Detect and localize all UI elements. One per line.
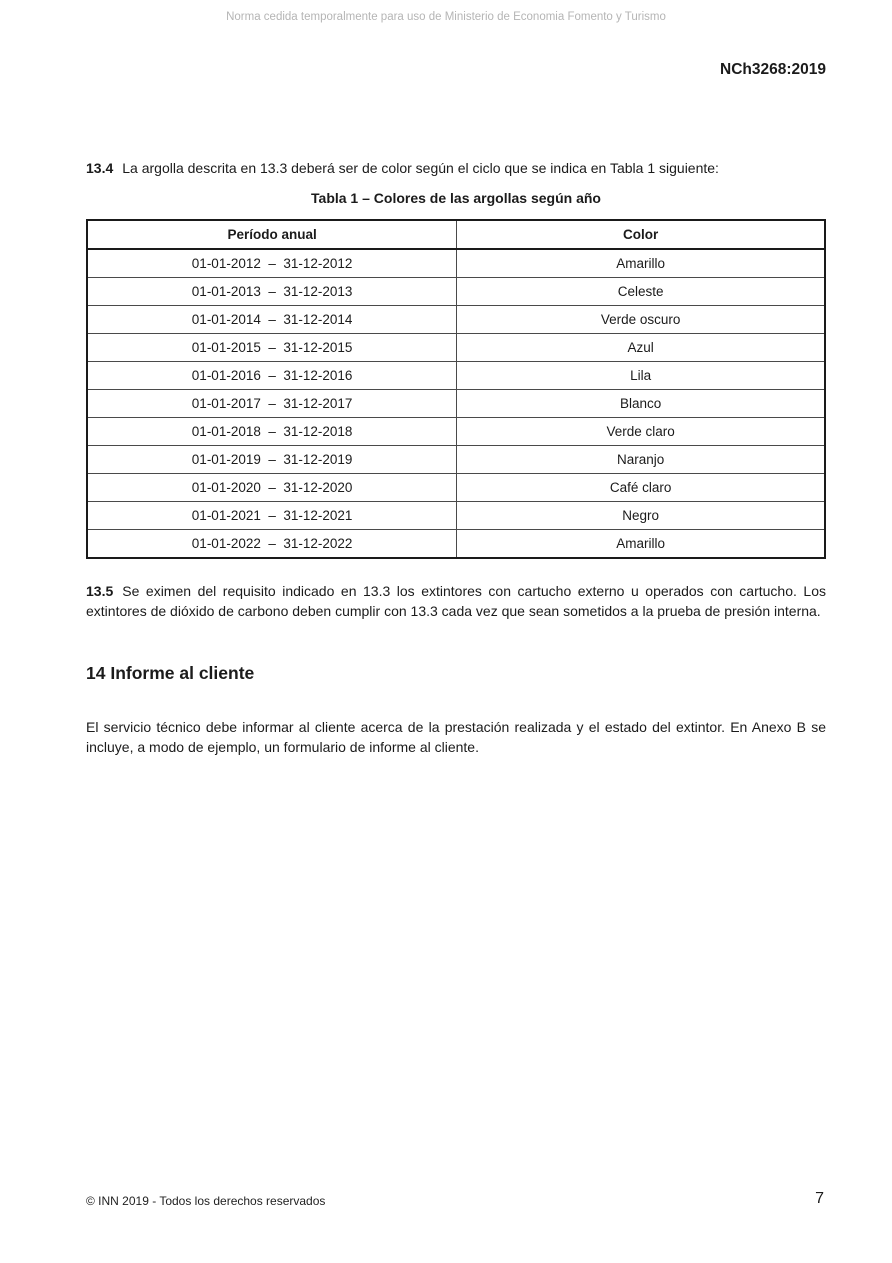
color-cell: Verde claro [457,418,825,446]
colors-table [86,219,826,559]
color-cell: Naranjo [457,446,825,474]
page-number: 7 [815,1190,824,1207]
table-row [87,474,825,502]
table-row [87,446,825,474]
color-cell: Blanco [457,390,825,418]
table-body [87,249,825,558]
header-color: Color [457,220,825,249]
period-cell: 01-01-2014 – 31-12-2014 [87,306,457,334]
section-14-paragraph: El servicio técnico debe informar al cliente acerca de la prestación realizada y el estado del extintor. En Anexo B se incluye, a modo de ejemplo, un formulario de informe al cliente. [86,719,826,755]
table-header-row [87,220,825,249]
period-cell: 01-01-2022 – 31-12-2022 [87,530,457,559]
period-cell: 01-01-2021 – 31-12-2021 [87,502,457,530]
table-row [87,278,825,306]
doc-code: NCh3268:2019 [720,61,826,78]
period-cell: 01-01-2020 – 31-12-2020 [87,474,457,502]
clause-13-4-number: 13.4 [86,160,114,176]
table-row [87,390,825,418]
copyright-text: © INN 2019 - Todos los derechos reservados [86,1194,326,1208]
header-period: Período anual [87,220,457,249]
clause-13-5-number: 13.5 [86,583,114,599]
color-cell: Amarillo [457,249,825,278]
table-row [87,334,825,362]
period-cell: 01-01-2013 – 31-12-2013 [87,278,457,306]
color-cell: Verde oscuro [457,306,825,334]
color-cell: Café claro [457,474,825,502]
color-cell: Celeste [457,278,825,306]
period-cell: 01-01-2018 – 31-12-2018 [87,418,457,446]
period-cell: 01-01-2015 – 31-12-2015 [87,334,457,362]
table-row [87,362,825,390]
color-cell: Negro [457,502,825,530]
table-row [87,306,825,334]
table-row [87,418,825,446]
clause-13-4-text: La argolla descrita en 13.3 deberá ser de color según el ciclo que se indica en Tabla 1 siguiente: [122,160,719,176]
table-row [87,249,825,278]
period-cell: 01-01-2019 – 31-12-2019 [87,446,457,474]
period-cell: 01-01-2016 – 31-12-2016 [87,362,457,390]
table-row [87,502,825,530]
color-cell: Amarillo [457,530,825,559]
table-row [87,530,825,559]
section-14-heading: 14 Informe al cliente [86,663,255,683]
watermark-text: Norma cedida temporalmente para uso de Ministerio de Economia Fomento y Turismo [226,11,666,23]
period-cell: 01-01-2012 – 31-12-2012 [87,249,457,278]
table-caption: Tabla 1 – Colores de las argollas según año [311,190,601,206]
clause-13-5 [86,581,826,621]
clause-13-5-text: Se eximen del requisito indicado en 13.3 los extintores con cartucho externo u operados con cartucho. Los extintores de dióxido de carbono deben cumplir con 13.3 cada vez que sean sometidos a la prueba de presión interna. [86,583,826,619]
period-cell: 01-01-2017 – 31-12-2017 [87,390,457,418]
color-cell: Azul [457,334,825,362]
color-cell: Lila [457,362,825,390]
clause-13-4 [86,158,826,178]
